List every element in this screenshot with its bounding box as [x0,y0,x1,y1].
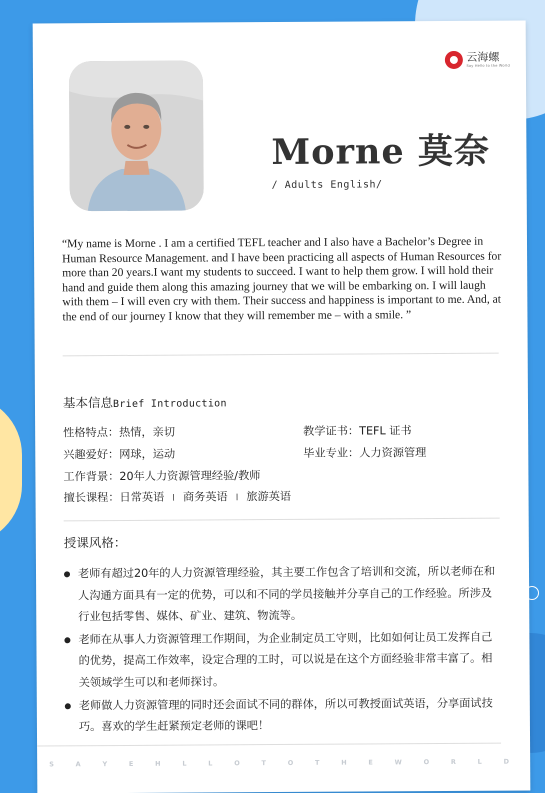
info-background: 工作背景：20年人力资源管理经验/教师 [63,469,261,484]
conch-logo-icon [444,51,462,69]
footer-letter: W [394,758,402,767]
courses-label: 擅长课程： [63,490,120,505]
list-item: 老师有超过20年的人力资源管理经验，其主要工作包含了培训和交流，所以老师在和人沟通方面具有一定的优势，可以和不同的学员接触并分享自己的工作经验。所涉及行业包括零售、媒体、矿业、建筑、物流等。 [64,561,500,628]
course-item: 日常英语 [119,490,165,504]
footer-letter: L [477,757,482,766]
footer-letter: H [341,758,347,767]
info-courses [63,488,291,505]
footer-letter: O [234,759,240,768]
footer-slogan [49,758,509,769]
footer-letter: T [314,758,320,767]
footer-letter: H [155,759,161,768]
footer-letter: O [287,758,294,767]
info-major: 毕业专业：人力资源管理 [303,446,427,460]
footer-letter: S [49,760,54,769]
info-certificate: 教学证书：TEFL 证书 [303,424,412,438]
teacher-subtitle: / Adults English/ [271,179,383,192]
course-separator: I [235,493,239,504]
divider [64,518,500,522]
teacher-quote: “My name is Morne . I am a certified TEFL teacher and I also have a Bachelor’s Degree in Human Resource Management. and I have been practicing all aspects of Human Resources for more than 20 years.I want my students to succeed. I want to help them grow. I will hold their hand and guide them along this amazing journey that we will be embarking on. I will laugh with them – I will even cry with them. Their success and happiness is important to me. And, at the end of our journey I know that they will remember me – with a smile. ” [61,234,502,324]
divider [37,743,501,747]
footer-letter: L [208,759,213,768]
teaching-style-list [64,561,501,739]
footer-letter: T [261,759,266,768]
divider [63,353,499,357]
brand-logo [444,51,510,69]
footer-letter: L [182,759,187,768]
footer-letter: A [75,760,81,769]
footer-letter: E [128,759,134,768]
brand-name: 云海螺 [466,50,500,64]
teacher-name: Morne 莫奈 [271,130,491,174]
footer-letter: Y [102,760,108,769]
teacher-portrait-icon [69,60,204,211]
brand-tagline: Say Hello to the World [466,63,510,68]
intro-title-en: Brief Introduction [112,398,227,411]
footer-letter: E [368,758,373,767]
footer-letter: R [450,757,456,766]
course-item: 商务英语 [182,490,228,504]
list-item: 老师做人力资源管理的同时还会面试不同的群体，所以可教授面试英语，分享面试技巧。喜欢的学生赶紧预定老师的课吧！ [65,692,501,738]
teacher-profile-card [33,21,531,793]
info-hobbies: 兴趣爱好：网球，运动 [63,447,176,462]
intro-section-title [63,392,227,411]
info-personality: 性格特点：热情，亲切 [63,425,176,440]
teaching-style-title: 授课风格： [63,534,127,551]
list-item: 老师在从事人力资源管理工作期间，为企业制定员工守则，比如如何让员工发挥自己的优势，提高工作效率，设定合理的工时，可以说是在这个方面经验非常丰富了。相关领域学生可以和老师探讨。 [64,626,500,693]
course-separator: I [172,493,175,504]
intro-title-cn: 基本信息 [62,395,114,411]
footer-letter: D [503,757,509,766]
teacher-photo [69,60,204,211]
footer-letter: O [423,758,430,767]
course-item: 旅游英语 [246,489,292,504]
decorative-shape-left [0,395,22,545]
